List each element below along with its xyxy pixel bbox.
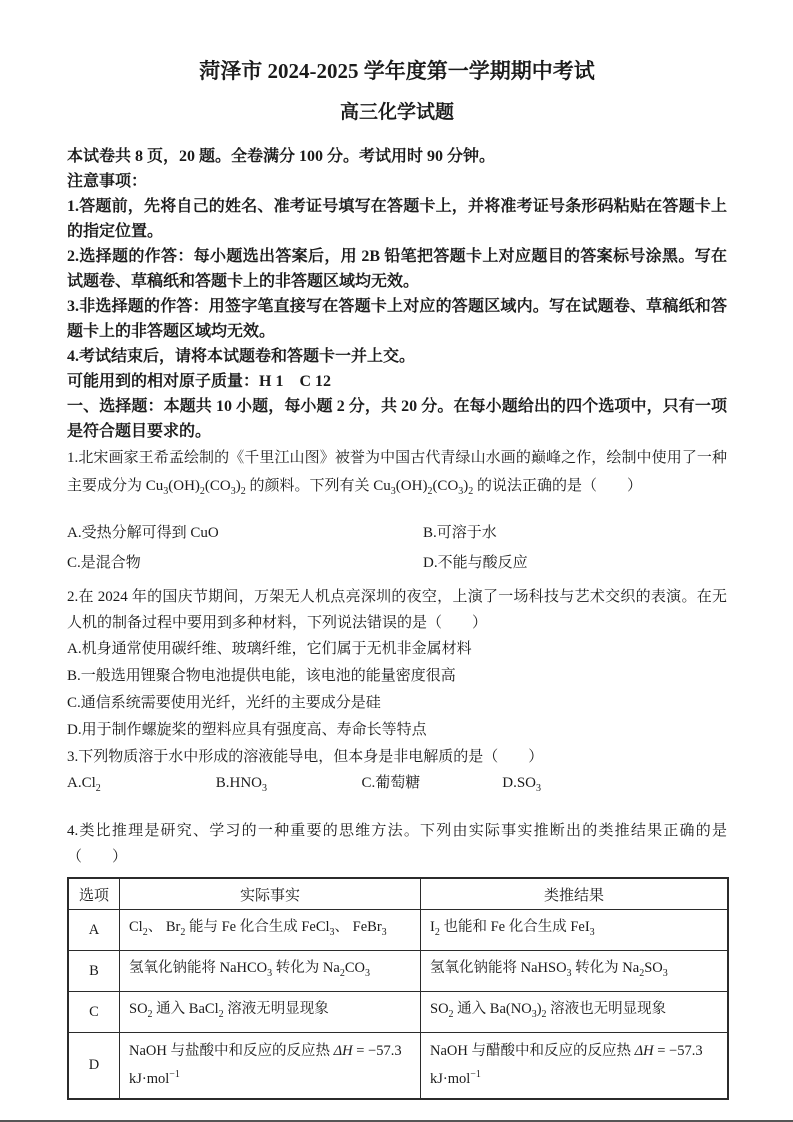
notice-heading: 注意事项： <box>67 173 148 190</box>
question-1-option-b: B.可溶于水 <box>423 525 497 541</box>
question-2-option-a: A.机身通常使用碳纤维、玻璃纤维，它们属于无机非金属材料 <box>67 641 472 657</box>
question-1-option-d: D.不能与酸反应 <box>423 555 528 571</box>
notice-4: 4.考试结束后，请将本试题卷和答题卡一并上交。 <box>67 348 416 365</box>
row-b-label: B <box>68 951 120 992</box>
row-b-analogy: 氢氧化钠能将 NaHSO$_3$ 转化为 $Na_2SO_3$ <box>421 951 729 992</box>
exam-title: 菏泽市 2024-2025 学年度第一学期期中考试 <box>199 59 595 83</box>
row-d-analogy: NaOH 与醋酸中和反应的反应热 ΔH = −57.3 kJ·mol$^{-1}$ <box>421 1033 729 1099</box>
notice-1: 1.答题前，先将自己的姓名、准考证号填写在答题卡上，并将准考证号条形码粘贴在答题卡上的指定位置。 <box>67 198 727 240</box>
notice-3: 3.非选择题的作答：用签字笔直接写在答题卡上对应的答题区域内。写在试题卷、草稿纸和答题卡上的非答题区域均无效。 <box>67 298 727 340</box>
notice-2: 2.选择题的作答：每小题选出答案后，用 2B 铅笔把答题卡上对应题目的答案标号涂黑。写在试题卷、草稿纸和答题卡上的非答题区域均无效。 <box>67 248 727 290</box>
question-2-options <box>67 636 727 744</box>
table-row-b <box>68 951 728 992</box>
row-b-fact: 氢氧化钠能将 NaHCO$_3$ 转化为 $Na_2CO_3$ <box>120 951 421 992</box>
row-a-label: A <box>68 910 120 951</box>
question-1-option-a: A.受热分解可得到 CuO <box>67 525 219 541</box>
row-a-analogy: $I_2$ 也能和 Fe 化合生成 FeI$_3$ <box>421 910 729 951</box>
row-c-analogy: $SO_2$ 通入 $Ba(NO_3)_2$ 溶液也无明显现象 <box>421 992 729 1033</box>
question-2-option-b: B.一般选用锂聚合物电池提供电能，该电池的能量密度很高 <box>67 668 456 684</box>
analogy-table-header-row <box>68 878 728 910</box>
atomic-mass-note: 可能用到的相对原子质量：H 1 C 12 <box>67 373 332 390</box>
table-row-c <box>68 992 728 1033</box>
question-3 <box>67 744 727 802</box>
question-3-option-d: $D.SO_3$ <box>502 775 542 794</box>
row-d-label: D <box>68 1033 120 1099</box>
question-3-option-c: C.葡萄糖 <box>361 775 421 791</box>
question-3-option-a: $A.Cl_2$ <box>67 775 101 794</box>
analogy-table <box>67 877 729 1100</box>
table-row-d <box>68 1033 728 1099</box>
question-4-stem: 4.类比推理是研究、学习的一种重要的思维方法。下列由实际事实推断出的类推结果正确的是（ ） <box>67 823 727 865</box>
row-c-label: C <box>68 992 120 1033</box>
question-1-option-c: C.是混合物 <box>67 555 141 571</box>
question-2-stem: 2.在 2024 年的国庆节期间，万架无人机点亮深圳的夜空，上演了一场科技与艺术交织的表演。在无人机的制备过程中要用到多种材料，下列说法错误的是（ ） <box>67 589 727 631</box>
exam-info-line: 本试卷共 8 页，20 题。全卷满分 100 分。考试用时 90 分钟。 <box>67 148 496 165</box>
question-1-stem: 1.北宋画家王希孟绘制的《千里江山图》被誉为中国古代青绿山水画的巅峰之作，绘制中使用了一种主要成分为 $Cu_3(OH)_2(CO_3)_2$ 的颜料。下列有关 $Cu_3(OH)_2(CO_3)_2$ 的说法正确的是（ ） <box>67 450 727 497</box>
col-header-fact: 实际事实 <box>120 878 421 910</box>
exam-subtitle: 高三化学试题 <box>339 102 454 123</box>
question-4 <box>67 818 727 1100</box>
col-header-analogy: 类推结果 <box>421 878 729 910</box>
col-header-option: 选项 <box>68 878 120 910</box>
table-row-a <box>68 910 728 951</box>
question-2 <box>67 584 727 744</box>
question-2-option-d: D.用于制作螺旋桨的塑料应具有强度高、寿命长等特点 <box>67 722 427 738</box>
row-d-fact: NaOH 与盐酸中和反应的反应热 ΔH = −57.3 kJ·mol$^{-1}$ <box>120 1033 421 1099</box>
question-3-options <box>67 770 727 802</box>
question-1 <box>67 444 727 578</box>
question-3-option-b: $B.HNO_3$ <box>215 775 268 794</box>
question-3-stem: 3.下列物质溶于水中形成的溶液能导电，但本身是非电解质的是（ ） <box>67 749 544 765</box>
section-1-intro: 一、选择题：本题共 10 小题，每小题 2 分，共 20 分。在每小题给出的四个选项中，只有一项是符合题目要求的。 <box>67 398 727 440</box>
question-1-options <box>67 518 727 578</box>
row-c-fact: $SO_2$ 通入 BaCl$_2$ 溶液无明显现象 <box>120 992 421 1033</box>
row-a-fact: $Cl_2$、 $Br_2$ 能与 Fe 化合生成 FeCl$_3$、 FeBr$_3$ <box>120 910 421 951</box>
question-2-option-c: C.通信系统需要使用光纤，光纤的主要成分是硅 <box>67 695 381 711</box>
